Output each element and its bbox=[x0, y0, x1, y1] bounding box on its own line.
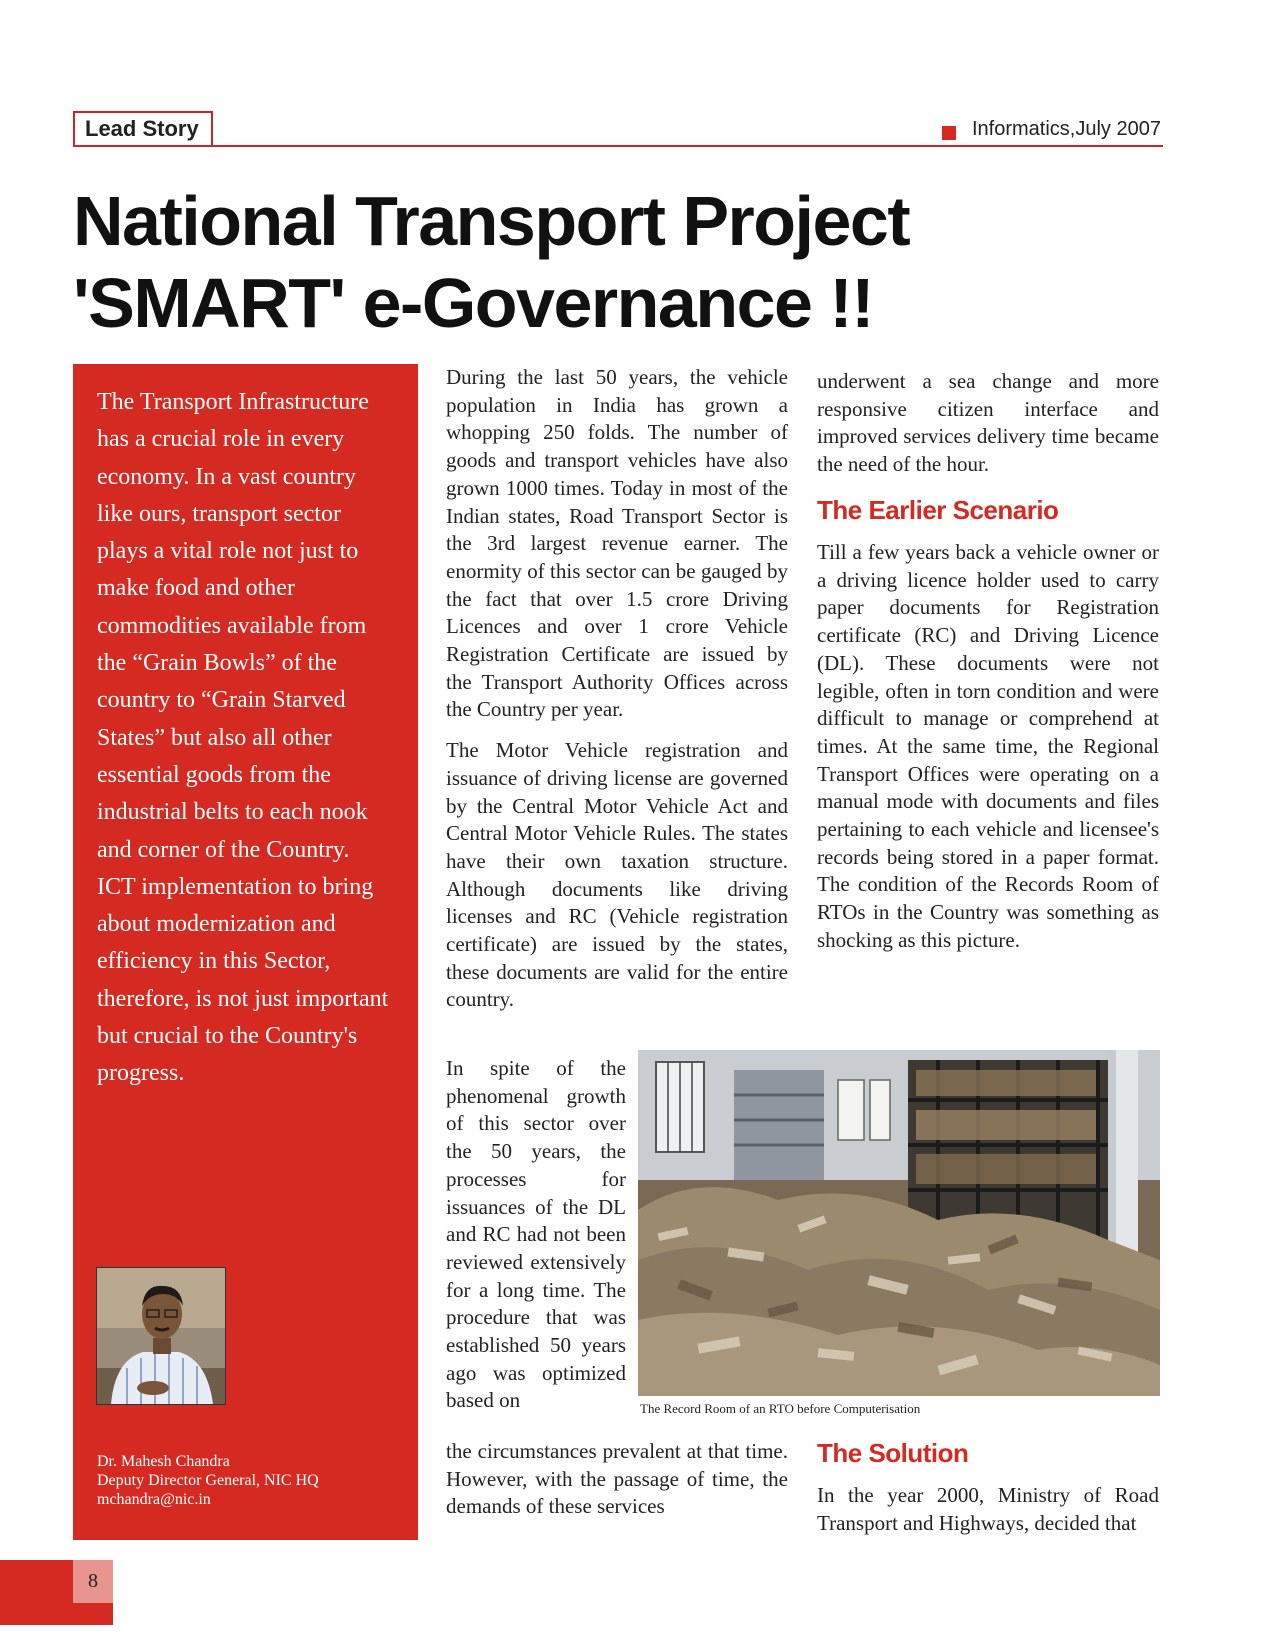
body-paragraph-5: Till a few years back a vehicle owner or a driving licence holder used to carry paper documents for Registration certificate (RC) and Driving Licence (DL). These documents were not legible, often in torn condition and were difficult to manage or comprehend at times. At the same time, the Regional Transport Offices were operating on a manual mode with documents and files pertaining to each vehicle and licensee's records being stored in a paper format. The condition of the Records Room of RTOs in the Country was something as shocking as this picture. bbox=[817, 540, 1159, 952]
photo-caption: The Record Room of an RTO before Computerisation bbox=[640, 1401, 921, 1416]
issue-marker-square bbox=[942, 126, 956, 140]
header-rule bbox=[73, 145, 1163, 147]
footer-red-stripe bbox=[73, 1603, 113, 1625]
body-paragraph-1: During the last 50 years, the vehicle population in India has grown a whopping 250 folds. The number of goods and transport vehicles have also grown 1000 times. Today in most of the Indian states, Road Transport Sector is the 3rd largest revenue earner. The enormity of this sector can be gauged by the fact that over 1.5 crore Driving Licences and over 1 crore Vehicle Registration Certificate are issued by the Transport Authority Offices across the Country per year. bbox=[446, 365, 788, 722]
section-label: Lead Story bbox=[73, 111, 213, 147]
article-title bbox=[73, 180, 1173, 344]
intro-sidebar bbox=[73, 364, 418, 1540]
intro-text bbox=[97, 384, 397, 1093]
body-paragraph-3: In spite of the phenomenal growth of this sector over the 50 years, the processes for issuances of the DL and RC had not been reviewed extensively for a long time. The procedure that was established 50 years ago was optimized based on bbox=[446, 1056, 626, 1413]
body-paragraph-4: underwent a sea change and more responsive citizen interface and improved services delivery time became the need of the hour. bbox=[817, 369, 1159, 477]
footer-red-block bbox=[0, 1560, 73, 1625]
article-title-line-2: 'SMART' e-Governance !! bbox=[73, 264, 874, 342]
record-room-photo bbox=[638, 1050, 1160, 1396]
author-title: Deputy Director General, NIC HQ bbox=[97, 1472, 319, 1489]
intro-paragraph-2: ICT implementation to bring about modernization and efficiency in this Sector, therefore, is not just important but crucial to the Country's progress. bbox=[97, 873, 389, 1087]
author-info bbox=[97, 1452, 397, 1509]
author-photo bbox=[96, 1267, 226, 1405]
author-portrait-image bbox=[97, 1268, 225, 1404]
body-column-1 bbox=[446, 364, 788, 1014]
intro-paragraph-1: The Transport Infrastructure has a crucial role in every economy. In a vast country like ours, transport sector plays a vital role not just to make food and other commodities available from the “Grain Bowls” of the country to “Grain Starved States” but also all other essential goods from the industrial belts to each nook and corner of the Country. bbox=[97, 389, 369, 863]
subheading-solution: The Solution bbox=[817, 1438, 969, 1468]
author-name: Dr. Mahesh Chandra bbox=[97, 1453, 230, 1470]
body-paragraph-2: The Motor Vehicle registration and issuance of driving license are governed by the Central Motor Vehicle Act and Central Motor Vehicle Rules. The states have their own taxation structure. Although documents like driving licenses and RC (Vehicle registration certificate) are issued by the states, these documents are valid for the entire country. bbox=[446, 738, 788, 1012]
body-paragraph-3-continued: the circumstances prevalent at that time. However, with the passage of time, the demands of these services bbox=[446, 1439, 788, 1519]
page-number: 8 bbox=[73, 1560, 113, 1625]
issue-label: Informatics,July 2007 bbox=[972, 118, 1161, 140]
article-title-line-1: National Transport Project bbox=[73, 182, 910, 260]
subheading-earlier-scenario: The Earlier Scenario bbox=[817, 495, 1059, 525]
body-paragraph-6: In the year 2000, Ministry of Road Transport and Highways, decided that bbox=[817, 1483, 1159, 1535]
author-email: mchandra@nic.in bbox=[97, 1491, 211, 1508]
record-room-image bbox=[638, 1050, 1160, 1396]
